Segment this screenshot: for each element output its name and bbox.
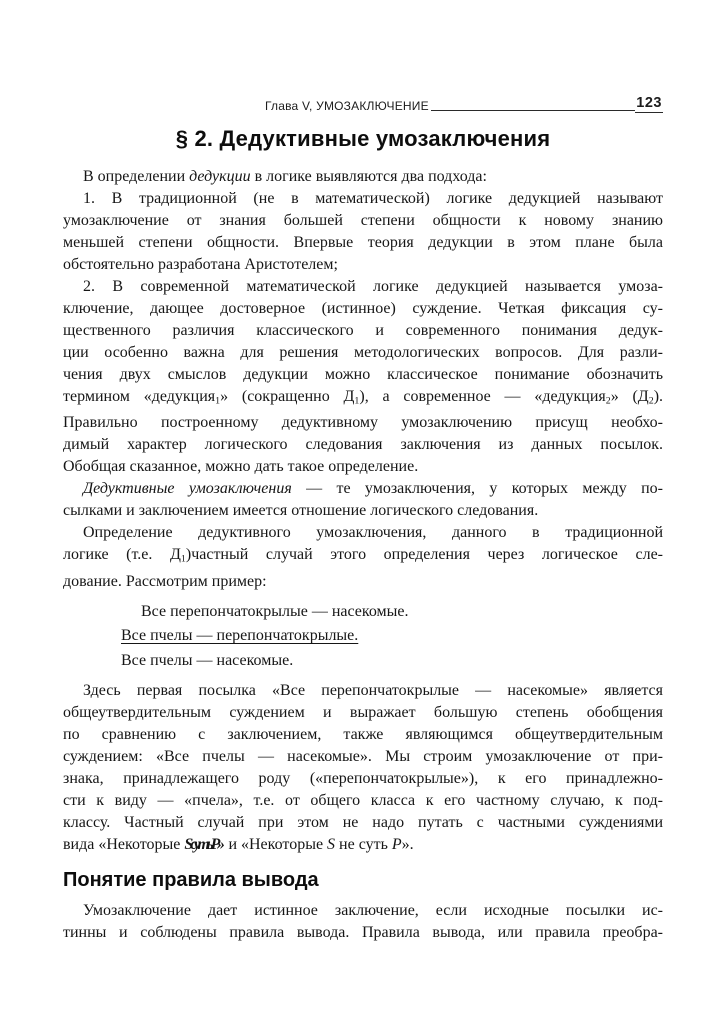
text-run: чения двух смыслов дедукции можно классическое понимание обозначить xyxy=(63,366,663,383)
text-line xyxy=(63,166,663,188)
text-run: обстоятельно разработана Аристотелем; xyxy=(63,256,338,273)
text-line xyxy=(121,600,663,625)
text-line xyxy=(63,478,663,500)
text-line xyxy=(63,724,663,746)
text-run: сти к виду — «пчела», т.е. от общего класса к его частному случаю, к под- xyxy=(63,792,663,810)
text-run: Здесь первая посылка «Все перепончатокрылые — насекомые» является xyxy=(83,682,663,700)
text-run: ». xyxy=(401,836,414,854)
text-run: термином «дедукция xyxy=(63,388,216,405)
text-line xyxy=(63,434,663,456)
text-run: В определении xyxy=(83,168,190,185)
text-run: классу. Частный случай при этом не надо путать с частными суждениями xyxy=(63,814,663,832)
text-line xyxy=(121,624,663,649)
text-run-sub: 1 xyxy=(354,395,360,407)
section-title: § 2. Дедуктивные умозаключения xyxy=(175,126,551,151)
text-run: Все пчелы — насекомые. xyxy=(121,651,294,669)
text-run: тинны и соблюдены правила вывода. Правила вывода, или правила преобра- xyxy=(63,924,663,942)
example-block xyxy=(121,600,663,674)
text-run: ). xyxy=(653,388,664,405)
paragraph xyxy=(63,900,663,944)
text-run: ключение, дающее достоверное (истинное) суждение. Четкая фиксация су- xyxy=(63,300,663,317)
text-run: общеутвердительным суждением и выражает большую степень обобщения xyxy=(63,704,663,722)
text-line xyxy=(63,834,663,856)
text-run: логике (т.е. Д xyxy=(63,546,181,564)
text-line xyxy=(63,188,663,210)
text-run: 2. В современной математической логике дедукцией называется умоза- xyxy=(83,278,663,295)
text-line xyxy=(63,342,663,364)
text-run: димый характер логического следования заключения из данных посылок. xyxy=(63,436,663,454)
running-head-rule xyxy=(431,110,635,111)
text-run-sub: 1 xyxy=(215,395,221,407)
text-line xyxy=(63,320,663,342)
text-line xyxy=(63,702,663,724)
text-line xyxy=(63,922,663,944)
text-run: вида «Некоторые xyxy=(63,836,185,854)
text-line xyxy=(63,812,663,834)
text-run-i: Дедуктивные умозаключения xyxy=(83,480,292,498)
text-line xyxy=(63,571,663,593)
paragraph xyxy=(63,166,663,188)
text-line xyxy=(63,276,663,298)
text-run: знака, принадлежащего роду («перепончатокрылые»), к его принадлежно- xyxy=(63,770,663,788)
text-run: Умозаключение дает истинное заключение, если исходные посылки ис- xyxy=(83,902,663,920)
paragraph xyxy=(63,478,663,522)
paragraph xyxy=(63,522,663,592)
text-line xyxy=(63,500,663,522)
paragraph xyxy=(63,188,663,276)
text-run: Все перепончатокрылые — насекомые. xyxy=(141,602,409,620)
running-head-chapter: Глава V, УМОЗАКЛЮЧЕНИЕ xyxy=(265,99,429,113)
text-run: в логике выявляются два подхода: xyxy=(250,168,487,185)
text-run-i: S xyxy=(327,836,336,854)
text-run: щественного различия классического и современного понимания дедук- xyxy=(63,322,663,339)
text-line xyxy=(63,544,663,570)
text-run-i: дедукции xyxy=(189,168,251,185)
text-run: Определение дедуктивного умозаключения, данного в традиционной xyxy=(83,524,663,542)
page-content xyxy=(63,0,663,944)
text-run: по сравнению с заключением, также являющимся общеутвердительным xyxy=(63,726,663,744)
text-line xyxy=(63,298,663,320)
text-run: ), а современное — «дедукция xyxy=(359,388,606,405)
text-run: сылками и заключением имеется отношение логического следования. xyxy=(63,502,539,520)
text-run: дование. Рассмотрим пример: xyxy=(63,572,267,590)
text-run: 1. В традиционной (не в математической) логике дедукцией называют xyxy=(83,190,663,207)
text-run: меньшей степени общности. Впервые теория дедукции в этом плане была xyxy=(63,234,663,251)
text-line xyxy=(63,386,663,412)
text-run: )частный случай этого определения через логическое сле- xyxy=(185,546,664,564)
text-run: суждением: «Все пчелы — насекомые». Мы строим умозаключение от при- xyxy=(63,748,663,766)
text-run: Обобщая сказанное, можно дать такое определение. xyxy=(63,458,419,476)
text-run-sub: 2 xyxy=(605,395,611,407)
running-head xyxy=(63,95,663,113)
text-line xyxy=(63,746,663,768)
text-line xyxy=(63,364,663,386)
text-run: ции особенно важна для решения методологических вопросов. Для разли- xyxy=(63,344,663,361)
page-number: 123 xyxy=(636,95,662,111)
text-run: — те умозаключения, у которых между по- xyxy=(291,480,663,498)
subsection-heading: Понятие правила вывода xyxy=(63,869,319,892)
text-line xyxy=(63,254,663,276)
text-run: и «Некоторые xyxy=(224,836,328,854)
text-run: » (сокращенно Д xyxy=(220,388,355,405)
text-line xyxy=(63,680,663,702)
text-run-sub: 1 xyxy=(180,553,186,565)
text-line xyxy=(121,649,663,674)
text-line xyxy=(63,412,663,434)
text-run: не суть xyxy=(335,836,392,854)
body-text xyxy=(63,166,663,944)
text-line xyxy=(63,522,663,544)
text-run-smudge: S суть P» xyxy=(184,836,222,854)
paragraph xyxy=(63,276,663,478)
text-line xyxy=(63,768,663,790)
text-run: Все пчелы — перепончатокрылые. xyxy=(121,627,359,645)
text-run: умозаключение от знания большей степени общности к новому знанию xyxy=(63,212,663,229)
text-line xyxy=(63,456,663,478)
paragraph xyxy=(63,680,663,856)
text-line xyxy=(63,900,663,922)
text-line xyxy=(63,210,663,232)
text-run: Правильно построенному дедуктивному умозаключению присущ необхо- xyxy=(63,414,663,432)
text-line xyxy=(63,232,663,254)
text-run-sub: 2 xyxy=(648,395,654,407)
text-run-i: P xyxy=(391,836,402,854)
text-line xyxy=(63,790,663,812)
text-run: » (Д xyxy=(610,388,649,405)
